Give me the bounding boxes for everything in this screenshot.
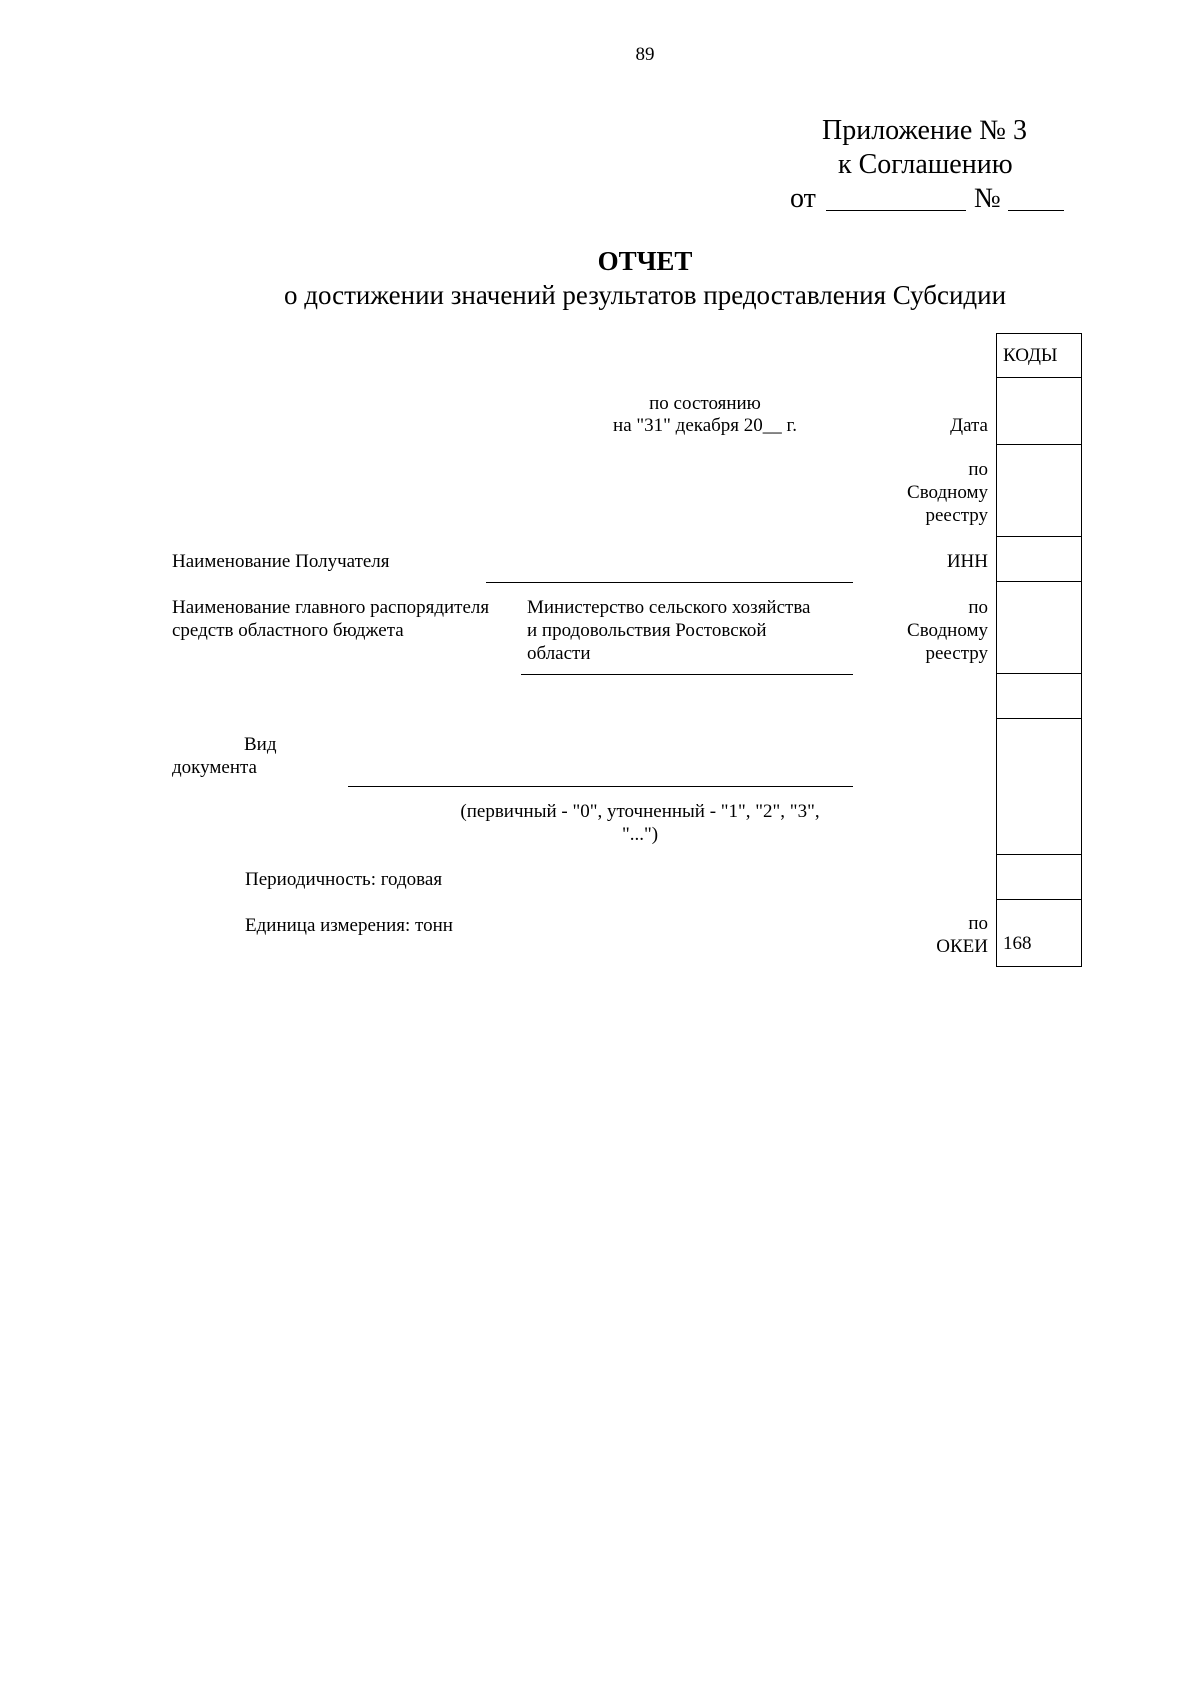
codes-row-divider (997, 718, 1081, 719)
codes-row-divider (997, 673, 1081, 674)
recipient-underline (486, 582, 853, 583)
date-label: Дата (950, 415, 988, 436)
appendix-agreement: к Соглашению (838, 149, 1013, 180)
doc-type-hint (440, 800, 840, 846)
doc-type-underline (348, 786, 853, 787)
appendix-header (0, 0, 1200, 220)
doc-type-label (172, 733, 282, 779)
svod-reestr-line: реестру (925, 643, 988, 664)
main-manager-value-line: Министерство сельского хозяйства (527, 597, 811, 618)
svod-reestr-label-1 (860, 458, 988, 527)
svod-reestr-line: Сводному (907, 620, 988, 641)
appendix-number-sign: № (974, 183, 1001, 214)
report-title: ОТЧЕТ (597, 246, 693, 276)
main-manager-label-line: Наименование главного распорядителя (172, 597, 490, 618)
main-manager-label (172, 596, 489, 642)
appendix-title: Приложение № 3 (822, 115, 1027, 146)
svod-reestr-line: реестру (925, 505, 988, 526)
doc-type-label-line: документа (172, 757, 257, 778)
doc-type-label-line: Вид (244, 734, 277, 755)
codes-row-divider (997, 854, 1081, 855)
codes-row-divider (997, 536, 1081, 537)
svod-reestr-label-2 (860, 596, 988, 665)
codes-row-divider (997, 377, 1081, 378)
main-manager-value (527, 596, 811, 665)
page-number: 89 (635, 44, 655, 65)
inn-label: ИНН (946, 551, 988, 572)
okei-label-line: ОКЕИ (936, 936, 988, 957)
doc-type-hint-line: (первичный - "0", уточненный - "1", "2", "3", (460, 801, 820, 822)
codes-row-divider (997, 581, 1081, 582)
doc-type-hint-line: "...") (621, 824, 659, 845)
codes-row-divider (997, 444, 1081, 445)
periodicity: Периодичность: годовая (245, 869, 443, 890)
unit-of-measure: Единица измерения: тонн (245, 915, 453, 936)
appendix-date-blank (826, 210, 966, 211)
okei-code-value: 168 (1003, 933, 1032, 954)
as-of-line1: по состоянию (649, 393, 761, 414)
as-of-line2: на "31" декабря 20__ г. (613, 415, 797, 436)
okei-label-line: по (968, 913, 988, 934)
main-manager-value-line: области (527, 643, 591, 664)
svod-reestr-line: по (968, 459, 988, 480)
svod-reestr-line: по (968, 597, 988, 618)
main-manager-underline (521, 674, 853, 675)
codes-row-divider (997, 899, 1081, 900)
codes-table (996, 333, 1082, 967)
appendix-date-prefix: от (790, 183, 816, 214)
recipient-label: Наименование Получателя (172, 551, 390, 572)
main-manager-value-line: и продовольствия Ростовской (527, 620, 767, 641)
report-subtitle: о достижении значений результатов предоставления Субсидии (283, 280, 1007, 310)
appendix-number-blank (1008, 210, 1064, 211)
svod-reestr-line: Сводному (907, 482, 988, 503)
codes-header: КОДЫ (1003, 345, 1058, 366)
main-manager-label-line: средств областного бюджета (172, 620, 404, 641)
okei-label (860, 912, 988, 958)
